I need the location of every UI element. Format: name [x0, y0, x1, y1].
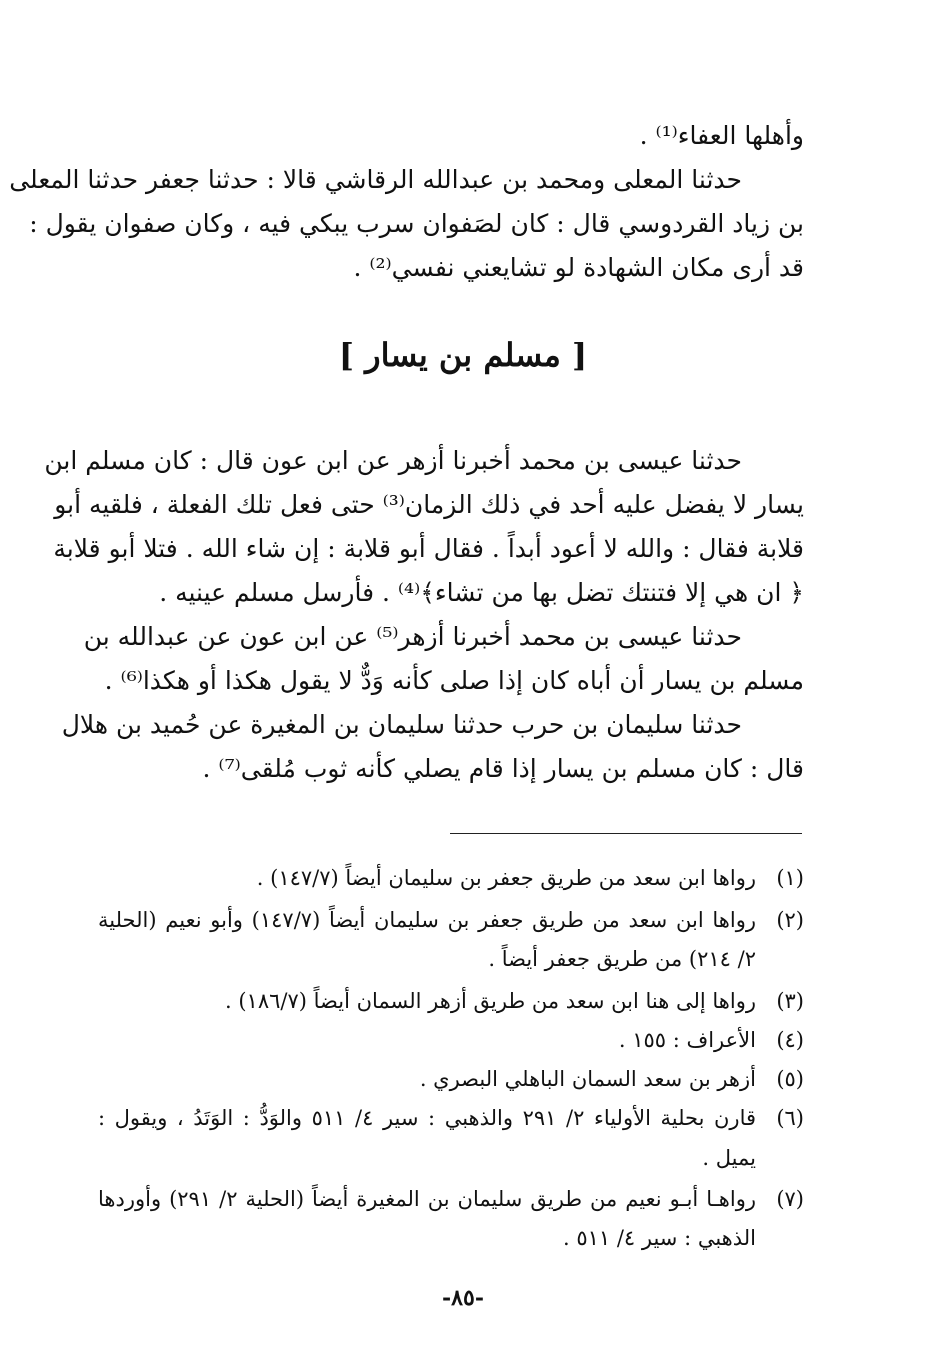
- footnote: [98, 901, 804, 939]
- footnote-continuation: يميل .: [702, 1146, 756, 1170]
- footnote-text: رواها ابن سعد من طريق جعفر بن سليمان أيضاً (١٤٧/٧) .: [256, 866, 756, 890]
- footnote: [98, 1099, 804, 1137]
- body-line: قال : كان مسلم بن يسار إذا قام يصلي كأنه ثوب مُلقى⁽⁷⁾ .: [202, 754, 804, 783]
- footnote: [98, 982, 804, 1020]
- footnote-number: (٣): [776, 989, 804, 1013]
- footnote-number: (٧): [776, 1187, 804, 1211]
- body-line: يسار لا يفضل عليه أحد في ذلك الزمان⁽³⁾ حتى فعل تلك الفعلة ، فلقيه أبو: [54, 490, 804, 519]
- footnote: [98, 1021, 804, 1059]
- footnote-text: قارن بحلية الأولياء ٢/ ٢٩١ والذهبي : سير ٤/ ٥١١ والوَدُّ : الوَتَدُ ، ويقول :: [98, 1106, 757, 1130]
- footnote-number: (٢): [776, 908, 804, 932]
- body-line: بن زياد القردوسي قال : كان لصَفوان سرب يبكي فيه ، وكان صفوان يقول :: [29, 209, 804, 238]
- footnote-text: رواها ابن سعد من طريق جعفر بن سليمان أيضاً (١٤٧/٧) وأبو نعيم (الحلية: [98, 908, 756, 932]
- footnote: [98, 859, 804, 897]
- body-line: وأهلها العفاء⁽¹⁾ .: [639, 121, 804, 150]
- footnote-number: (٦): [776, 1106, 804, 1130]
- body-line: ﴿ ان هي إلا فتنتك تضل بها من تشاء﴾⁽⁴⁾ . فأرسل مسلم عينيه .: [159, 578, 804, 607]
- body-line: حدثنا سليمان بن حرب حدثنا سليمان بن المغيرة عن حُميد بن هلال: [61, 710, 742, 739]
- footnote-continuation: الذهبي : سير ٤/ ٥١١ .: [562, 1226, 756, 1250]
- body-line: قلابة فقال : والله لا أعود أبداً . فقال أبو قلابة : إن شاء الله . فتلا أبو قلابة: [53, 534, 804, 563]
- body-line: حدثنا المعلى ومحمد بن عبدالله الرقاشي قالا : حدثنا جعفر حدثنا المعلى: [9, 165, 742, 194]
- footnote: [98, 1060, 804, 1098]
- footnote-number: (١): [776, 866, 804, 890]
- body-line: حدثنا عيسى بن محمد أخبرنا أزهر عن ابن عون قال : كان مسلم ابن: [44, 446, 742, 475]
- footnote-separator: [450, 833, 802, 834]
- footnote-continuation: ٢/ ٢١٤) من طريق جعفر أيضاً .: [488, 947, 756, 971]
- body-line: مسلم بن يسار أن أباه كان إذا صلى كأنه وَدٌّ لا يقول هكذا أو هكذا⁽⁶⁾ .: [104, 666, 804, 695]
- footnote-number: (٤): [776, 1028, 804, 1052]
- footnote-text: رواهـا أبـو نعيم من طريق سليمان بن المغيرة أيضاً (الحلية ٢/ ٢٩١) وأوردها: [98, 1187, 756, 1211]
- section-heading: [ مسلم بن يسار ]: [338, 336, 588, 374]
- body-line: قد أرى مكان الشهادة لو تشايعني نفسي⁽²⁾ .: [353, 253, 804, 282]
- footnote-number: (٥): [776, 1067, 804, 1091]
- page-number: -٨٥-: [442, 1285, 484, 1311]
- footnote-text: أزهر بن سعد السمان الباهلي البصري .: [419, 1067, 756, 1091]
- footnote-text: الأعراف : ١٥٥ .: [618, 1028, 756, 1052]
- body-line: حدثنا عيسى بن محمد أخبرنا أزهر⁽⁵⁾ عن ابن عون عن عبدالله بن: [83, 622, 742, 651]
- footnote-text: رواها إلى هنا ابن سعد من طريق أزهر السمان أيضاً (١٨٦/٧) .: [225, 989, 756, 1013]
- footnote: [98, 1180, 804, 1218]
